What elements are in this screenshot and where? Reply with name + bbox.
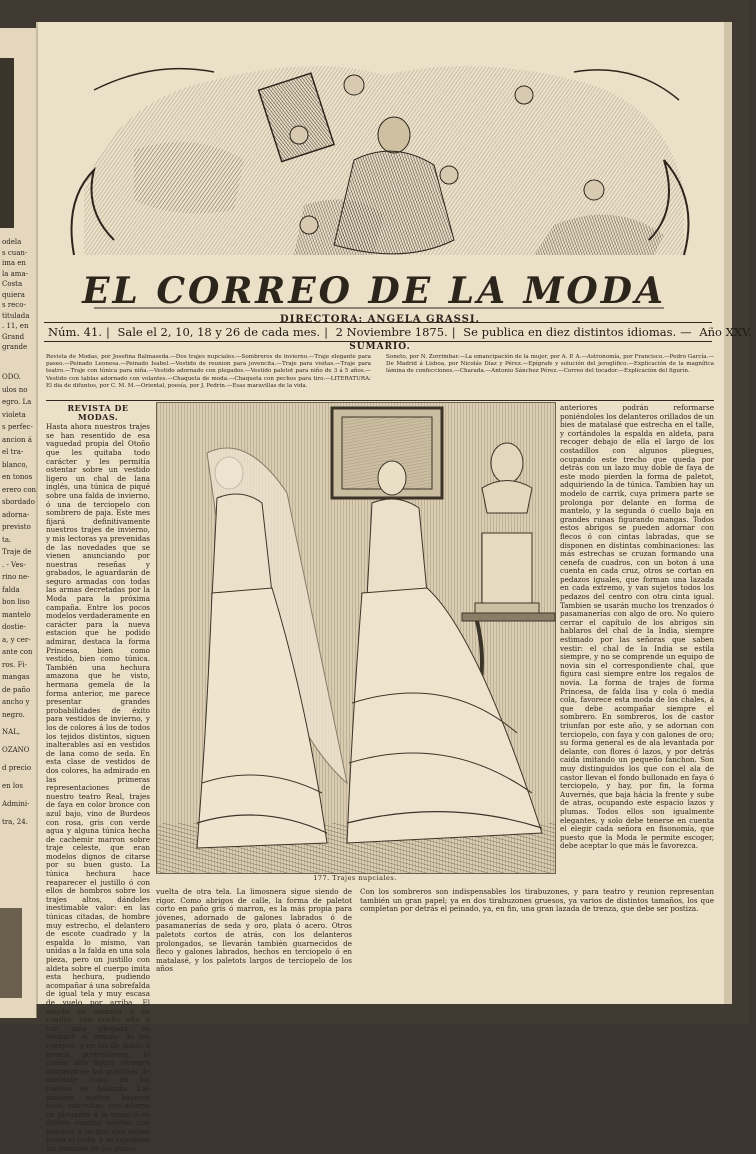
article-heading: REVISTA DE MODAS. [67,403,129,422]
left-page-fragment: falda [2,585,20,594]
issue-date: 2 Noviembre 1875. [335,325,448,339]
left-page-fragment: odela [2,238,22,246]
left-page-fragment: Traje de [2,548,32,556]
left-page-fragment: mantelo [2,610,31,619]
left-page-fragment: ODO. [2,373,21,381]
left-page-fragment: el tra- [2,448,24,456]
left-page-fragment: ante con [2,648,33,656]
article-bottom-left: vuelta de otra tela. La limosnera sigue siendo de rigor. Como abrigos de calle, la forma de paletot corto en paño gris ó marron, es la más propia para jóvenes, adornado de galones labrados ó de pasamanerías de seda y oro, plata ó acero. Otros paletots cortos de atrás, con los delanteros prolongados, se llevarán también guarnecidos de fleco y galones labrados, hechos en terciopelo ó en matalasé, y los paletots largos de terciopelo de los años [156,887,352,974]
left-page-fragment: ancion á [2,435,32,444]
left-page-fragment: . 11, en [2,322,29,330]
left-page-fragment: ta. [2,535,12,544]
left-page-fragment: grande [2,343,28,351]
left-page-fragment: de paño [2,685,31,694]
left-page-fragment: sbordado [2,498,35,506]
left-page-fragment: en los [2,782,23,790]
bridal-dresses-illustration [157,403,555,873]
left-page-fragment: . - Ves- [2,560,26,569]
left-page-fragment: NAL, [2,728,21,736]
fashion-engraving [156,402,556,874]
left-page-fragment: previsto [2,523,31,531]
article-text-left: Hasta ahora nuestros trajes se han resentido de esa vaguedad propia del Otoño que les quitaba todo carácter y les permitía ostentar sobre un vestido ligero un chal de lana inglés, una túnica de piqué sobre una falda de invierno, ó una de terciopelo con sombrero de paja. Este mes fijará definitivamente nuestros trajes de invierno, y mis lectoras ya prevenidas de las novedades que se vienen anunciando por nuestras reseñas y grabados, le aguardarán de seguro armadas con todas las armas decretadas por la Moda para la próxima campaña. Entre los pocos modelos verdaderamente en carácter para la nueva estacion que he podido admirar, destaca la forma Princesa, bien como vestido, bien como túnica. También una hechura amazona que he visto, hermana gemela de la forma anterior, me parece presentar grandes probabilidades de éxito para vestidos de invierno, y los de colores á los de todos los tejidos distintos, siguen inalterables así en vestidos de lana como de seda. En esta clase de vestidos de dos colores, ha admirado en las primeras representaciones de nuestro teatro Real, trajes de faya en color bronce con azul bajo, vino de Burdeos con rosa, gris con verde agua y alguna túnica hecha de cachemir marron sobre traje celeste, que eran modelos dignos de citarse por su buen gusto. La túnica hechura hace reaparecer el justillo ó con ellos de hombros sobre los trajes altos, dándoles inestimable valor: en las túnicas citadas, de hombre muy estrecho, el delantero de escote cuadrado y la espalda lo mismo, van unidas a la falda en una sola pieza, pero un justillo con aldeta sobre el cuerpo imita esta hechura, pudiendo acompañar á una sobrefalda de igual tela y muy escasa de vuelo por arriba. El escote en corazon ó en cuadro, con cuello alto ó con gola plegada, es siempre el remate de los cuerpos, y en los de diario ó menos pretensiones, el cuello alto figura siempre aluciéndose las puntillas de adelante como en los cuellos de holanda. Las mangas suelen hacerse lisas, estrechas, con adorno en plegados á la mano ó en dobles vueltas sujetas con botones ó lacitos que suben hasta el codo, y se suprimen los remates de los puños. [46,422,150,1154]
left-page-fragment: en tonos [2,473,33,481]
left-page-illustration [0,58,14,228]
left-page-fragment: Admini- [2,800,30,808]
left-page-fragment: adorna- [2,510,30,519]
left-page-fragment: mangas [2,673,30,681]
left-page-fragment: titulada [2,311,30,320]
left-page-fragment: Grand [2,332,25,341]
article-bottom-right: Con los sombreros son indispensables los tirabuzones, y para teatro y reunion representan también un gran papel; ya en dos tirabuzones gruesos, ya varios de distintos tamaños, los que completan por detrás el peinado, ya, en fin, una gran lazada de trenza, que debe ser postiza. [360,887,714,914]
left-page-fragment: bon liso [2,598,30,606]
left-page-fragment: s perfec- [2,423,33,431]
sumario-left: Revista de Modas, por Josefina Balmaseda.—Dos trajes nupciales.—Sombreros de invierno.—Traje elegante para paseo.—Peinado Leonesa.—Peinado Isabel.—Vestido de reunion para jovencita.—Traje para visitas.—Traje para teatro.—Traje con túnica para niña.—Vestido adornado con plegados.—Vestido paletot para niño de 3 á 5 años.—Vestido con tablas adornado con volantes.—Chaqueta de moda.—Chaqueta con pechos para tiro.—LITERATURA: El dia de difuntos, por C. M. M.—Oriental, poesía, por J. Pedrín.—Esas maravillas de la vida. [46,354,371,389]
left-page-fragment: dostie- [2,623,26,631]
sumario-box [46,340,714,401]
page-edge [724,22,732,1004]
left-page-fragment: negro. [2,710,25,719]
left-page-fragment: OZANO [2,746,30,754]
left-page-fragment: rino ne- [2,573,30,581]
left-page-fragment: d precio [2,764,32,772]
left-page-fragment: violeta [2,410,26,419]
masthead [54,40,704,315]
left-page-fragment: erero con [2,485,37,494]
article-column-left [46,403,150,1154]
sumario-title: SUMARIO. [349,342,411,352]
issue-number: Núm. 41. [48,325,102,339]
issue-year: Año XXV. [699,325,752,339]
left-page-fragment: s cuan- [2,248,28,257]
left-page-fragment: ima en [2,259,26,267]
engraving-caption: 177. Trajes nupciales. [313,874,397,882]
left-page-fragment: ulos no [2,385,28,394]
issue-schedule: Sale el 2, 10, 18 y 26 de cada mes. [117,325,321,339]
issue-info-bar: Núm. 41. | Sale el 2, 10, 18 y 26 de cada mes. | 2 Noviembre 1875. | Se publica en diez distintos idiomas. — Año XXV. [44,322,712,342]
left-page-fragment: Costa [2,280,23,288]
left-page-fragment: quiera [2,290,25,299]
left-page-fragment: ancho y [2,698,30,706]
left-page-fragment: egro. La [2,398,32,406]
left-facing-page [0,28,37,1018]
left-page-fragment: blanco, [2,460,28,469]
article-column-right: anteriores podrán reformarse poniéndoles los delanteros orillados de un bies de matalasé que estrecha en el talle, y cortándoles la espalda en aldeta, para recoger debajo de ella el largo de los costadillos con algunos pliegues, ocupando este trecho que queda por detrás con un lazo muy doble de faya de este modo pierden la forma de paletot, adquiriendo la de túnica. Tambien hay un modelo de carrik, cuya primera parte se prolonga por delante en forma de mantelo, y la segunda ó cuello baja en grandes runas figurando mangas. Todos estos abrigos se pueden adornar con flecos ó con cintas labradas, que se disponen en distintas combinaciones: las más estrechas se cruzan formando una cenefa de cuadros, con un boton á una cuenta en cada cruz, otros se cortan en pedazos iguales, que forman una lazada en cada extremo, y van sujetos todos los pedazos del centro con otra cinta igual. Tambien se usarán mucho los trenzados ó pasamanerías con algo de oro. No quiero cerrar el capítulo de los abrigos sin hablaros del chal de la India, siempre estimado por las señoras que saben vestir: el chal de la India se estila siempre, y no se comprende un equipo de novia sin el correspondiente chal, que figura casi siempre entre los regalos de novia. La forma de trajes de forma Princesa, de falda lisa y cola ó media cola, favorece esta moda de los chales, á que debe acompañar siempre el sombrero. En sombreros, los de castor triunfan por este año, y se adornan con terciopelo, con faya y con galones de oro; su forma general es de ala levantada por delante, con flores ó lazos, y por detrás caida imitando un pequeño fanchon. Son muy distinguidos los que con el ala de castor llevan el fondo bullonado en faya ó terciopelo, y hay, por fin, la forma Auvernés, que baja hácia la frente y sube de atras, ocupando este espacio lazos y plumas. Todos ellos son igualmente elegantes, y solo debe tenerse en cuenta el elegir cada señora en fisonomía, que puesto que la Moda le permite escoger, debe aceptar lo que más le favorezca. [560,403,714,851]
newspaper-page [36,22,752,1154]
left-page-fragment: la ama- [2,269,28,278]
issue-languages: Se publica en diez distintos idiomas. [463,325,677,339]
left-page-ornament [0,908,22,998]
masthead-title: EL CORREO DE LA MODA [82,270,666,312]
left-page-fragment: s reco- [2,301,26,309]
left-page-fragment: tra, 24. [2,818,28,826]
directora-line: DIRECTORA: ANGELA GRASSI. [280,314,480,325]
sumario-right: Soneto, por N. Zorrimbar.—La emancipación de la mujer, por A. P. A.—Astronomía, por Francisco.—Pedro García.—De Madrid á Lisboa, por Nicolás Díaz y Pérez.—Epígrafe y solución del jeroglífico.—Explicación de la magnífica lámina de confecciones.—Charada.—Antonio Sánchez Pérez.—Correo del tocador.—Explicación del figurín. [386,354,714,375]
left-page-fragment: ros. Fi- [2,660,28,669]
left-page-fragment: a, y cer- [2,635,31,644]
